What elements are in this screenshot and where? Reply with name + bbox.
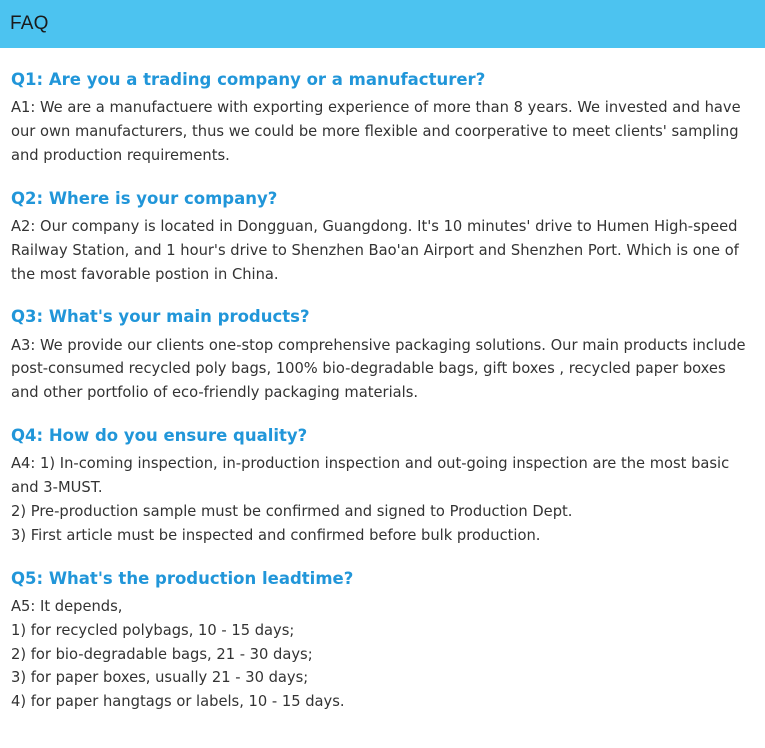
faq-question: Q1: Are you a trading company or a manufacturer? [11,70,486,89]
faq-answer-line: 3) for paper boxes, usually 21 - 30 days; [11,669,309,687]
faq-answer-line: 3) First article must be inspected and confirmed before bulk production. [11,526,541,544]
faq-item [11,306,753,405]
faq-item [11,188,753,287]
faq-question: Q3: What's your main products? [11,307,310,327]
faq-answer [11,452,753,547]
faq-answer-line: A1: We are a manufactuere with exporting experience of more than 8 years. We invested and have our own manufacturers, thus we could be more flexible and coorperative to meet clients' sampling and production requirements. [11,99,741,164]
faq-answer-line: 2) Pre-production sample must be confirmed and signed to Production Dept. [11,503,573,520]
faq-answer-line: A3: We provide our clients one-stop comprehensive packaging solutions. Our main products include post-consumed recycled poly bags, 100% bio-degradable bags, gift boxes , recycled paper boxes and other portfolio of eco-friendly packaging materials. [11,336,746,402]
faq-question: Q4: How do you ensure quality? [11,426,308,446]
faq-question: Q2: Where is your company? [11,188,278,208]
faq-answer [11,215,753,286]
faq-answer-line: A4: 1) In-coming inspection, in-production inspection and out-going inspection are the most basic and 3-MUST. [11,455,730,497]
faq-answer-line: 2) for bio-degradable bags, 21 - 30 days; [11,645,313,663]
faq-answer [11,96,753,167]
faq-answer-line: A2: Our company is located in Dongguan, Guangdong. It's 10 minutes' drive to Humen High-speed Railway Station, and 1 hour's drive to Shenzhen Bao'an Airport and Shenzhen Port. Which is one of the most favorable postion in China. [11,217,739,283]
faq-item [11,69,753,168]
faq-list [0,69,765,714]
faq-answer-line: 1) for recycled polybags, 10 - 15 days; [11,621,295,639]
page-title: FAQ [10,13,49,34]
faq-answer [11,595,753,714]
faq-question: Q5: What's the production leadtime? [11,568,354,588]
faq-answer-line: 4) for paper hangtags or labels, 10 - 15 days. [11,693,345,711]
faq-item [11,425,753,548]
faq-header-bar [0,0,765,48]
faq-answer-line: A5: It depends, [11,597,123,615]
faq-answer [11,334,753,405]
faq-item [11,568,753,714]
